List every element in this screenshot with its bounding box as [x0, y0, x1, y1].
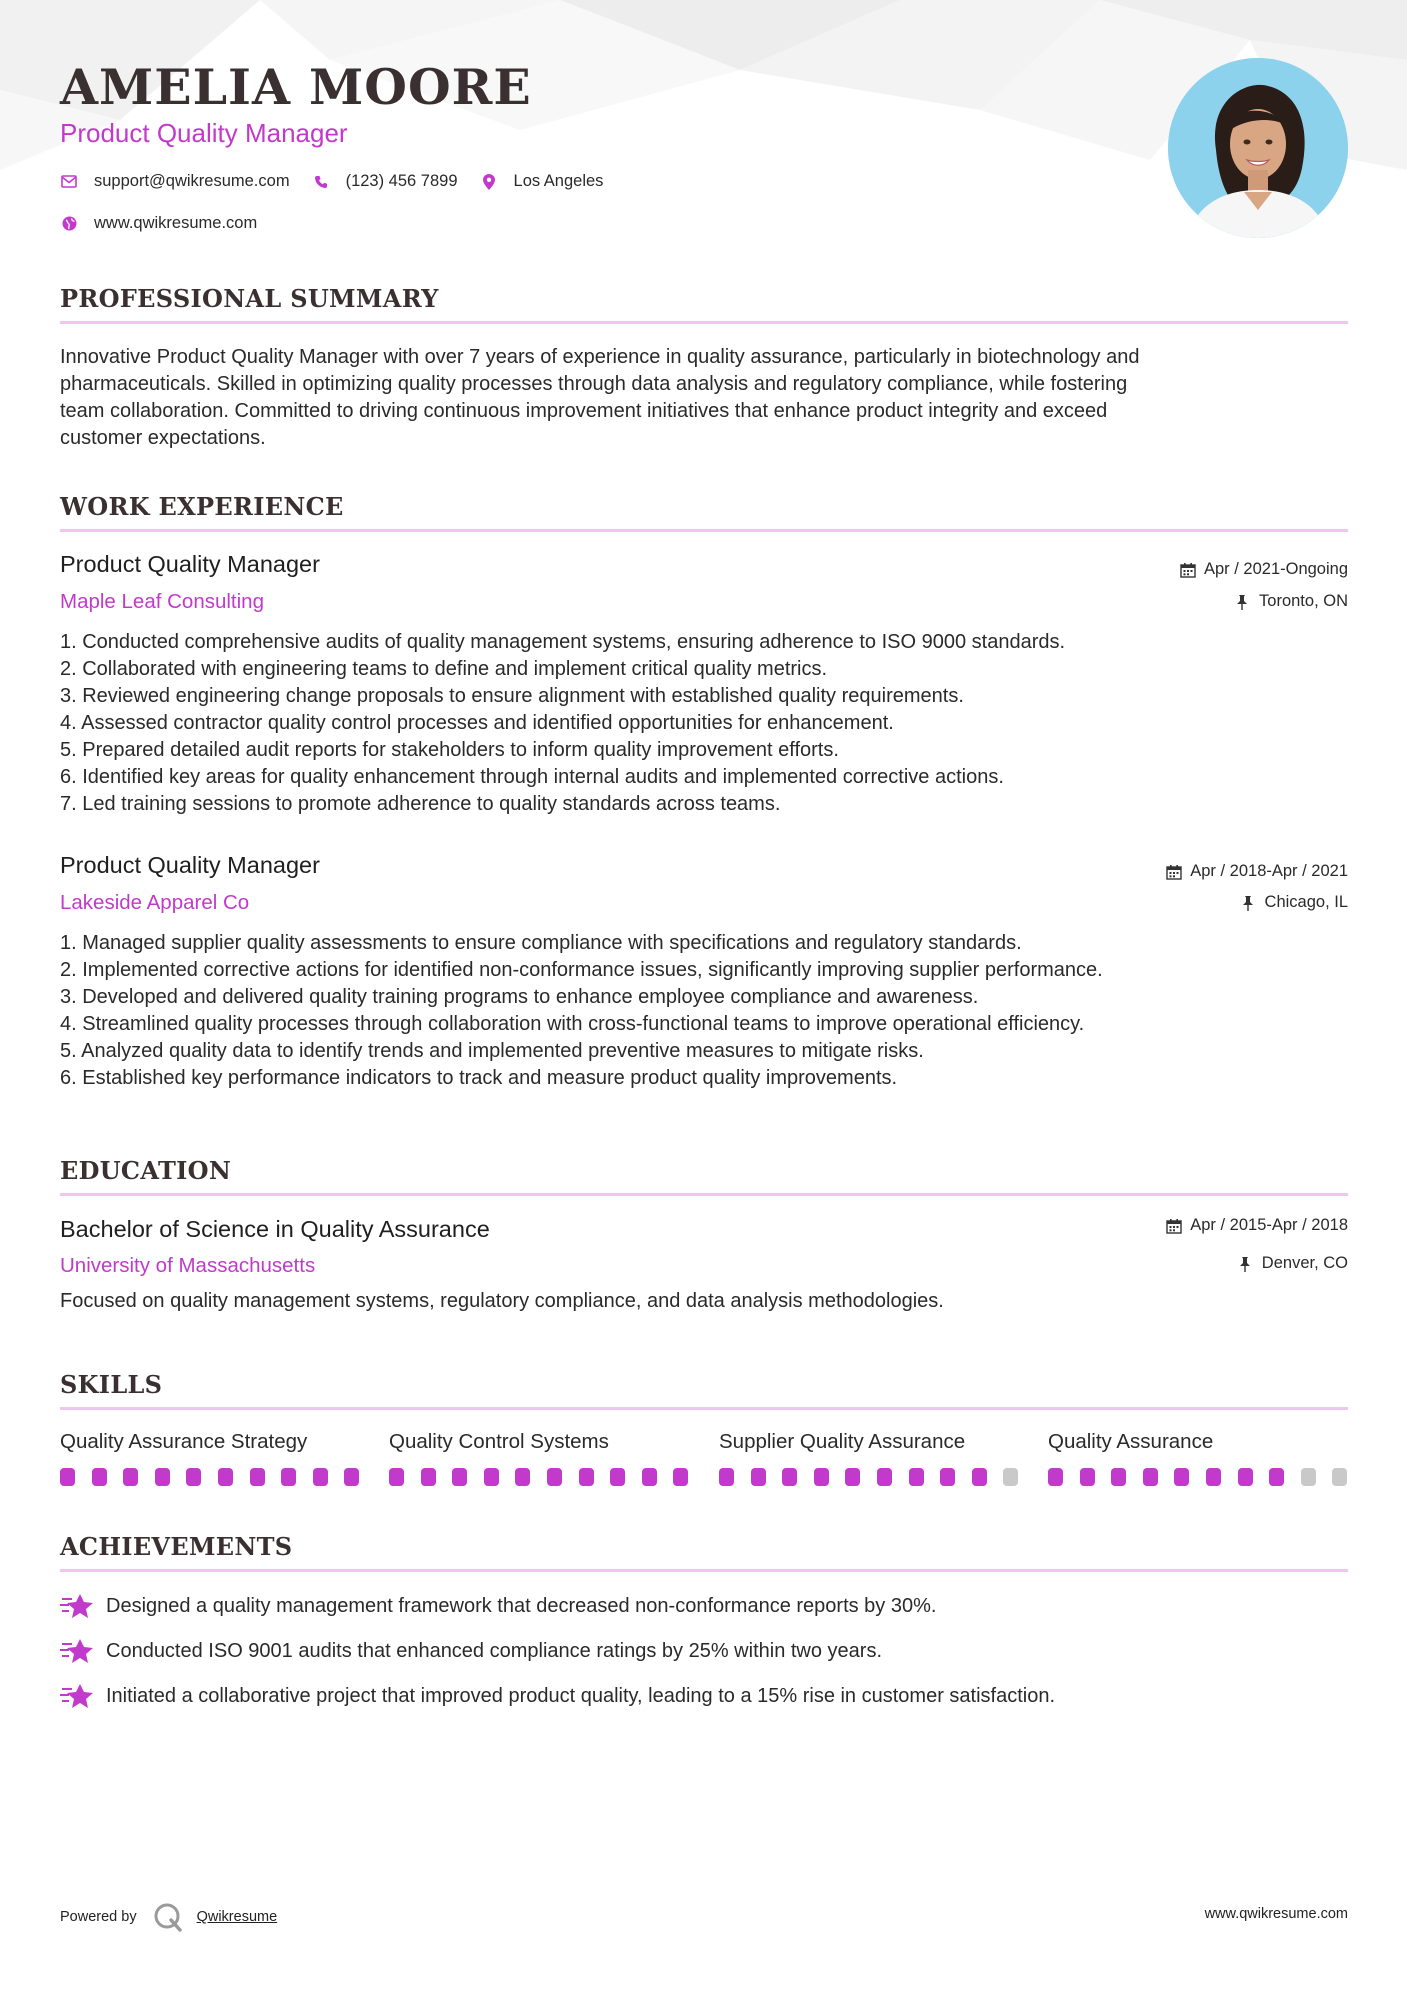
- skill-name: Supplier Quality Assurance: [719, 1430, 966, 1453]
- contact-phone[interactable]: [312, 172, 458, 191]
- skill-dot-filled: [1143, 1468, 1158, 1486]
- footer-website-link[interactable]: www.qwikresume.com: [1204, 1906, 1348, 1922]
- skill-rating: [1048, 1468, 1348, 1486]
- skill-rating: [389, 1468, 689, 1486]
- skill-dot-filled: [1080, 1468, 1095, 1486]
- footer-powered-by: [60, 1902, 277, 1932]
- job-location-text: Toronto, ON: [1259, 592, 1348, 610]
- skill-item: [719, 1430, 1019, 1454]
- skill-dot-empty: [1003, 1468, 1018, 1486]
- skill-name: Quality Control Systems: [389, 1430, 609, 1453]
- degree-title: Bachelor of Science in Quality Assurance: [60, 1216, 490, 1242]
- skill-dot-filled: [1269, 1468, 1284, 1486]
- skill-dot-filled: [972, 1468, 987, 1486]
- skill-dot-filled: [421, 1468, 436, 1486]
- star-badge-icon: [60, 1591, 94, 1621]
- skill-dot-filled: [250, 1468, 265, 1486]
- skill-dot-filled: [579, 1468, 594, 1486]
- list-item: 5. Prepared detailed audit reports for stakeholders to inform quality improvement efforts.: [60, 739, 839, 761]
- skill-dot-filled: [547, 1468, 562, 1486]
- summary-text: [60, 344, 1348, 452]
- summary-line: Innovative Product Quality Manager with over 7 years of experience in quality assurance, particularly in biotechnology and: [60, 346, 1140, 368]
- summary-line: customer expectations.: [60, 427, 266, 449]
- skill-dot-filled: [155, 1468, 170, 1486]
- education-heading: EDUCATION: [60, 1156, 232, 1185]
- list-item: 3. Developed and delivered quality training programs to enhance employee compliance and awareness.: [60, 986, 979, 1008]
- job-dates: [1180, 560, 1348, 579]
- skill-item: [1048, 1430, 1348, 1454]
- contact-email[interactable]: [60, 172, 290, 191]
- qwikresume-logo-icon: [153, 1902, 183, 1932]
- list-item: 6. Identified key areas for quality enhancement through internal audits and implemented corrective actions.: [60, 766, 1004, 788]
- achievement-text: Initiated a collaborative project that improved product quality, leading to a 15% rise in customer satisfaction.: [106, 1684, 1056, 1707]
- resume-page: [60, 0, 1348, 1990]
- skill-dot-filled: [1048, 1468, 1063, 1486]
- skill-dot-filled: [344, 1468, 359, 1486]
- calendar-icon: [1180, 562, 1196, 578]
- skill-name: Quality Assurance Strategy: [60, 1430, 308, 1453]
- job-bullets: [60, 629, 1348, 818]
- summary-line: pharmaceuticals. Skilled in optimizing quality processes through data analysis and regulatory compliance, while fostering: [60, 373, 1128, 395]
- skill-dot-filled: [1238, 1468, 1253, 1486]
- job-title: Product Quality Manager: [60, 852, 320, 878]
- job-location: [1241, 893, 1348, 912]
- skill-dot-filled: [909, 1468, 924, 1486]
- calendar-icon: [1166, 864, 1182, 880]
- list-item: 1. Conducted comprehensive audits of quality management systems, ensuring adherence to ISO 9000 standards.: [60, 631, 1066, 653]
- candidate-title: Product Quality Manager: [60, 118, 348, 148]
- job-location-text: Chicago, IL: [1264, 893, 1348, 911]
- achievement-item: [60, 1591, 936, 1621]
- skill-dot-filled: [1111, 1468, 1126, 1486]
- skill-rating: [719, 1468, 1019, 1486]
- skill-dot-filled: [814, 1468, 829, 1486]
- phone-icon: [312, 173, 330, 191]
- education-dates: [1166, 1216, 1348, 1235]
- skills-divider: [60, 1407, 1348, 1410]
- envelope-icon: [60, 173, 78, 191]
- skill-dot-filled: [1206, 1468, 1221, 1486]
- skill-dot-filled: [719, 1468, 734, 1486]
- experience-divider: [60, 529, 1348, 532]
- job-dates: [1166, 862, 1348, 881]
- education-location-text: Denver, CO: [1261, 1254, 1348, 1272]
- achievement-item: [60, 1681, 1055, 1711]
- avatar: [1168, 58, 1348, 238]
- skill-dot-filled: [60, 1468, 75, 1486]
- skill-dot-filled: [782, 1468, 797, 1486]
- achievement-text: Conducted ISO 9001 audits that enhanced compliance ratings by 25% within two years.: [106, 1639, 883, 1662]
- skill-dot-filled: [940, 1468, 955, 1486]
- job-bullets: [60, 930, 1348, 1092]
- calendar-icon: [1166, 1218, 1182, 1234]
- website-text: www.qwikresume.com: [94, 214, 258, 232]
- job-location: [1235, 592, 1348, 611]
- skill-dot-empty: [1332, 1468, 1347, 1486]
- skill-item: [60, 1430, 360, 1454]
- skill-dot-filled: [281, 1468, 296, 1486]
- skill-name: Quality Assurance: [1048, 1430, 1214, 1453]
- skill-dot-filled: [751, 1468, 766, 1486]
- list-item: 3. Reviewed engineering change proposals to ensure alignment with established quality requirements.: [60, 685, 964, 707]
- skill-dot-filled: [452, 1468, 467, 1486]
- skill-dot-filled: [389, 1468, 404, 1486]
- skill-dot-filled: [1174, 1468, 1189, 1486]
- candidate-name: AMELIA MOORE: [60, 58, 532, 116]
- list-item: 1. Managed supplier quality assessments to ensure compliance with specifications and regulatory standards.: [60, 932, 1022, 954]
- achievement-text: Designed a quality management framework that decreased non-conformance reports by 30%.: [106, 1594, 937, 1617]
- job-title: Product Quality Manager: [60, 551, 320, 577]
- job-company: Maple Leaf Consulting: [60, 590, 264, 613]
- map-pin-icon: [480, 173, 498, 191]
- skill-item: [389, 1430, 689, 1454]
- job-dates-text: Apr / 2021-Ongoing: [1203, 560, 1348, 578]
- skill-dot-filled: [484, 1468, 499, 1486]
- skill-dot-filled: [515, 1468, 530, 1486]
- brand-link[interactable]: Qwikresume: [196, 1909, 278, 1925]
- summary-line: team collaboration. Committed to driving continuous improvement initiatives that enhance product integrity and exceed: [60, 400, 1108, 422]
- list-item: 2. Implemented corrective actions for identified non-conformance issues, significantly improving supplier performance.: [60, 959, 1103, 981]
- contact-row-2: [60, 214, 279, 233]
- skill-dot-filled: [186, 1468, 201, 1486]
- globe-icon: [60, 215, 78, 233]
- achievements-heading: ACHIEVEMENTS: [60, 1532, 293, 1561]
- skills-heading: SKILLS: [60, 1370, 163, 1399]
- skill-dot-filled: [877, 1468, 892, 1486]
- location-text: Los Angeles: [513, 172, 604, 190]
- summary-divider: [60, 321, 1348, 324]
- contact-website[interactable]: [60, 214, 257, 233]
- education-description: Focused on quality management systems, regulatory compliance, and data analysis methodologies.: [60, 1290, 944, 1312]
- contact-row: [60, 172, 625, 191]
- skill-dot-filled: [845, 1468, 860, 1486]
- pushpin-icon: [1238, 1256, 1254, 1272]
- school-name: University of Massachusetts: [60, 1254, 316, 1277]
- list-item: 7. Led training sessions to promote adherence to quality standards across teams.: [60, 793, 781, 815]
- list-item: 4. Streamlined quality processes through collaboration with cross-functional teams to improve operational efficiency.: [60, 1013, 1085, 1035]
- achievements-divider: [60, 1569, 1348, 1572]
- education-dates-text: Apr / 2015-Apr / 2018: [1190, 1216, 1348, 1234]
- email-text: support@qwikresume.com: [94, 172, 290, 190]
- experience-heading: WORK EXPERIENCE: [60, 492, 344, 521]
- skill-dot-filled: [218, 1468, 233, 1486]
- skill-rating: [60, 1468, 360, 1486]
- skill-dot-filled: [313, 1468, 328, 1486]
- job-dates-text: Apr / 2018-Apr / 2021: [1190, 862, 1348, 880]
- skill-dot-filled: [642, 1468, 657, 1486]
- contact-location: [480, 172, 604, 191]
- phone-text: (123) 456 7899: [345, 172, 458, 190]
- skill-dot-filled: [123, 1468, 138, 1486]
- skill-dot-filled: [92, 1468, 107, 1486]
- skill-dot-empty: [1301, 1468, 1316, 1486]
- education-divider: [60, 1193, 1348, 1196]
- skill-dot-filled: [610, 1468, 625, 1486]
- skill-dot-filled: [673, 1468, 688, 1486]
- star-badge-icon: [60, 1636, 94, 1666]
- summary-heading: PROFESSIONAL SUMMARY: [60, 284, 439, 313]
- job-company: Lakeside Apparel Co: [60, 891, 250, 914]
- list-item: 2. Collaborated with engineering teams to define and implement critical quality metrics.: [60, 658, 828, 680]
- pushpin-icon: [1235, 594, 1251, 610]
- list-item: 5. Analyzed quality data to identify trends and implemented preventive measures to mitigate risks.: [60, 1040, 924, 1062]
- education-location: [1238, 1254, 1348, 1273]
- powered-by-label: Powered by: [60, 1909, 137, 1925]
- star-badge-icon: [60, 1681, 94, 1711]
- list-item: 6. Established key performance indicators to track and measure product quality improvements.: [60, 1067, 898, 1089]
- achievement-item: [60, 1636, 882, 1666]
- list-item: 4. Assessed contractor quality control processes and identified opportunities for enhancement.: [60, 712, 894, 734]
- pushpin-icon: [1241, 895, 1257, 911]
